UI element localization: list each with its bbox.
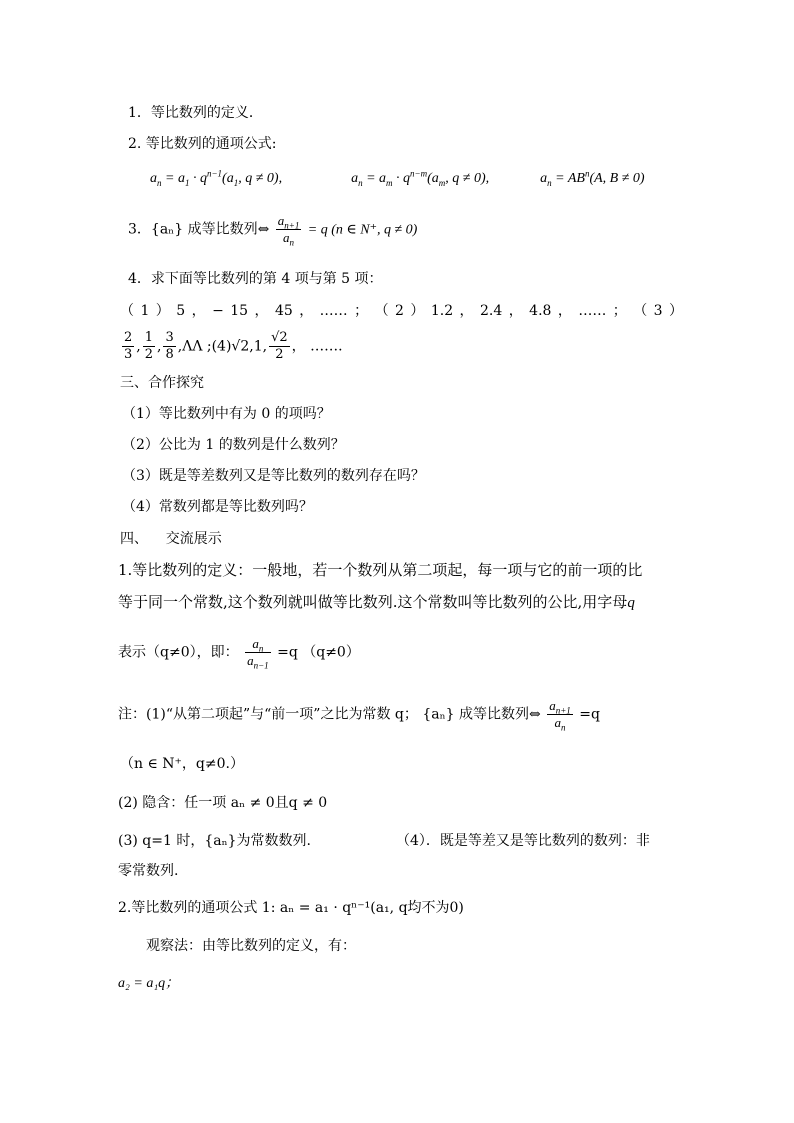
note-line-2: （n ∈ N⁺，q≠0.） [120,756,244,772]
general-formula-1: 2.等比数列的通项公式 1: aₙ = a₁ · qⁿ⁻¹(a₁, q均不为0) [118,900,464,916]
formula-3: $a_n = AB^n(A$, B ≠ 0) [540,168,645,188]
note-line-1: 注：(1)“从第二项起”与“前一项”之比为常数 q； {aₙ} 成等比数列⇔ $\frac{a_{n+1}}{a_n}$ =q [118,698,600,733]
definition-expr-tail: =q （q≠0） [277,644,360,661]
observation-method: 观察法：由等比数列的定义，有： [146,938,356,954]
definition-line-3 [118,636,360,669]
point-3: (3) q=1 时，{aₙ}为常数数列. [118,833,311,849]
item-1-definition: 1．等比数列的定义． [128,105,263,121]
formula-2: $a_n = a_m \cdot q^{n-m}(a_m$, q ≠ 0) [351,168,486,188]
item-2-general-formula: 2. 等比数列的通项公式: [128,136,277,152]
section-4-heading: 四、 交流展示 [120,531,222,547]
definition-line-2: 等于同一个常数,这个数列就叫做等比数列.这个常数叫等比数列的公比,用字母q [118,593,635,611]
ratio-fraction: $\frac{a_{n+1}}{a_n}$ [277,213,300,248]
definition-fraction: $\frac{a_n}{a_{n-1}}$ [247,636,269,671]
item-3-criterion [128,213,417,246]
question-4: （4）常数列都是等比数列吗？ [122,499,313,515]
item-4-question: 4．求下面等比数列的第 4 项与第 5 项： [128,271,383,287]
seq-end: ， ……. [291,338,343,355]
section-3-heading: 三、合作探究 [120,375,204,391]
item-4-seq-line1: （ 1 ） 5 ， − 15 ， 45 ， …… ； （ 2 ） 1.2 ， 2.4 ， 4.8 ， …… ； （ 3 ） [120,303,684,319]
question-2: （2）公比为 1 的数列是什么数列？ [122,437,345,453]
formula-row-1: $a_n = a_1 \cdot q^{n-1}(a_1$, q ≠ 0), $a_n = a_m \cdot q^{n-m}(a_m$, q ≠ 0), $a_n = AB^n(A$, B ≠ 0) [150,168,645,188]
item-4-seq-line2: $\frac{2}{3}$ , $\frac{1}{2}$ , $\frac{3}{8}$ ,ΛΛ ;(4)√2,1, $\frac{√2}{2}$ ， ……. [124,330,343,362]
question-3: （3）既是等差数列又是等比数列的数列存在吗？ [122,468,425,484]
criterion-text: 3．{aₙ} 成等比数列⇔ [128,221,270,238]
a2-formula: a₂ = a₁q； [118,976,180,991]
implication-line: (2) 隐含：任一项 aₙ ≠ 0且q ≠ 0 [118,795,328,811]
definition-expr-label: 表示（q≠0），即： [118,644,239,661]
formula-1: $a_n = a_1 \cdot q^{n-1}(a_1$, q ≠ 0) [150,168,279,188]
point-4: （4）．既是等差又是等比数列的数列：非 [396,833,650,849]
question-1: （1）等比数列中有为 0 的项吗？ [122,406,331,422]
point-4-continued: 零常数列. [118,863,179,879]
seq-tail: ΛΛ ;(4)√2,1, [182,338,268,355]
criterion-condition: = q (n ∈ N⁺, q ≠ 0) [307,222,418,238]
definition-line-1: 1.等比数列的定义：一般地，若一个数列从第二项起，每一项与它的前一项的比 [118,561,643,579]
